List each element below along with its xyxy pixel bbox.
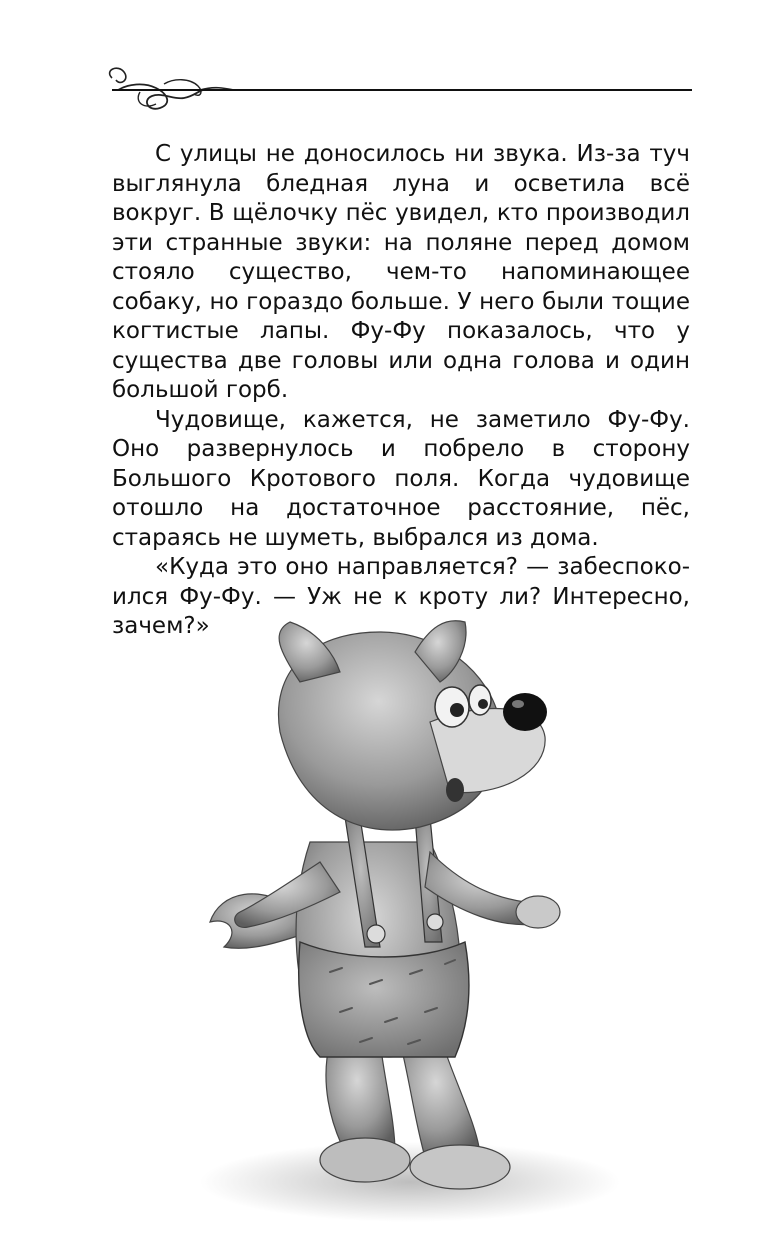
decorative-flourish-divider [104, 64, 694, 114]
dog-fu-fu-illustration [180, 612, 620, 1227]
paragraph-1: С улицы не доносилось ни звука. Из-за туч выглянула бледная луна и осветила всё вокруг. В щёлочку пёс увидел, кто производил эти странные звуки: на поляне перед домом стояло существо, чем-то напоминающее собаку, но гораздо больше. У него были тощие когтистые лапы. Фу-Фу показалось, что у существа две головы или одна голова и один большой горб. [112, 141, 690, 403]
story-text [112, 140, 690, 642]
paragraph-2: Чудовище, кажется, не заметило Фу-Фу. Оно развернулось и побрело в сторону Большого Кротового поля. Когда чудовище отошло на достаточное расстояние, пёс, стараясь не шуметь, выбрался из дома. [112, 406, 690, 551]
paragraph-3: «Куда это оно направляется? — забеспокоился Фу-Фу. — Уж не к кроту ли? Интересно, зачем?» [112, 554, 690, 639]
